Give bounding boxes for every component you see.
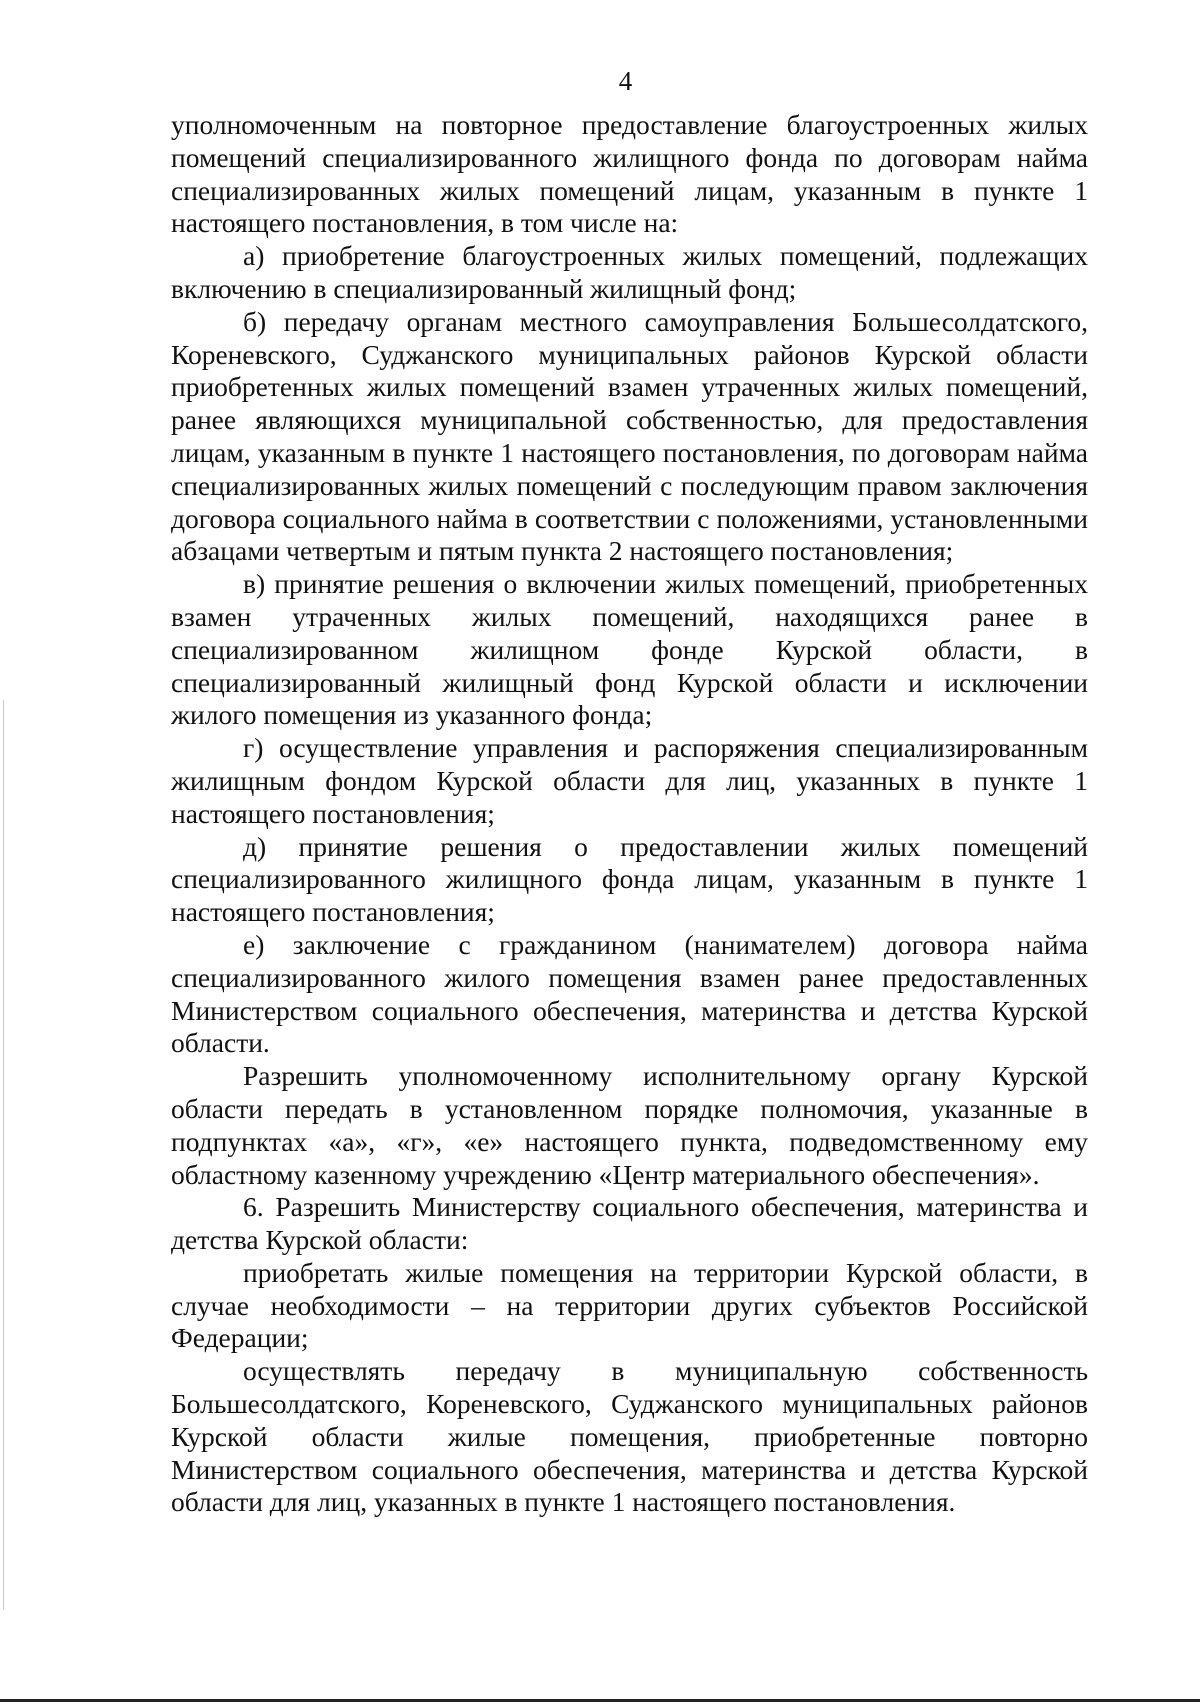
scan-bottom-border	[0, 1699, 1200, 1702]
document-body	[171, 109, 1088, 1519]
paragraph-intro: уполномоченным на повторное предоставление благоустроенных жилых помещений специализированного жилищного фонда по договорам найма специализированных жилых помещений лицам, указанным в пункте 1 настоящего постановления, в том числе на:	[171, 109, 1088, 239]
paragraph-item-g: г) осуществление управления и распоряжения специализированным жилищным фондом Курской области для лиц, указанных в пункте 1 настоящего постановления;	[171, 732, 1088, 829]
paragraph-acquire-housing: приобретать жилые помещения на территории Курской области, в случае необходимости – на территории других субъектов Российской Федерации;	[171, 1256, 1088, 1354]
paragraph-authorization: Разрешить уполномоченному исполнительному органу Курской области передать в установленном порядке полномочия, указанные в подпунктах «а», «г», «е» настоящего пункта, подведомственному ему областному казенному учреждению «Центр материального обеспечения».	[171, 1060, 1088, 1190]
paragraph-section-6: 6. Разрешить Министерству социального обеспечения, материнства и детства Курской области:	[171, 1191, 1088, 1256]
page-number: 4	[618, 66, 633, 96]
paragraph-item-d: д) принятие решения о предоставлении жилых помещений специализированного жилищного фонда лицам, указанным в пункте 1 настоящего постановления;	[171, 830, 1088, 928]
paragraph-item-v: в) принятие решения о включении жилых помещений, приобретенных взамен утраченных жилых помещений, находящихся ранее в специализированном жилищном фонде Курской области, в специализированный жилищный фонд Курской области и исключении жилого помещения из указанного фонда;	[171, 568, 1088, 731]
scan-edge-line	[3, 700, 4, 1610]
paragraph-item-b: б) передачу органам местного самоуправления Большесолдатского, Кореневского, Суджанского муниципальных районов Курской области приобретенных жилых помещений взамен утраченных жилых помещений, ранее являющихся муниципальной собственностью, для предоставления лицам, указанным в пункте 1 настоящего постановления, по договорам найма специализированных жилых помещений с последующим правом заключения договора социального найма в соответствии с положениями, установленными абзацами четвертым и пятым пункта 2 настоящего постановления;	[171, 305, 1088, 567]
paragraph-item-e: е) заключение с гражданином (нанимателем) договора найма специализированного жилого помещения взамен ранее предоставленных Министерством социального обеспечения, материнства и детства Курской области.	[171, 928, 1088, 1059]
paragraph-item-a: а) приобретение благоустроенных жилых помещений, подлежащих включению в специализированный жилищный фонд;	[171, 240, 1088, 304]
paragraph-transfer-housing: осуществлять передачу в муниципальную собственность Большесолдатского, Кореневского, Суджанского муниципальных районов Курской области жилые помещения, приобретенные повторно Министерством социального обеспечения, материнства и детства Курской области для лиц, указанных в пункте 1 настоящего постановления.	[171, 1355, 1088, 1518]
